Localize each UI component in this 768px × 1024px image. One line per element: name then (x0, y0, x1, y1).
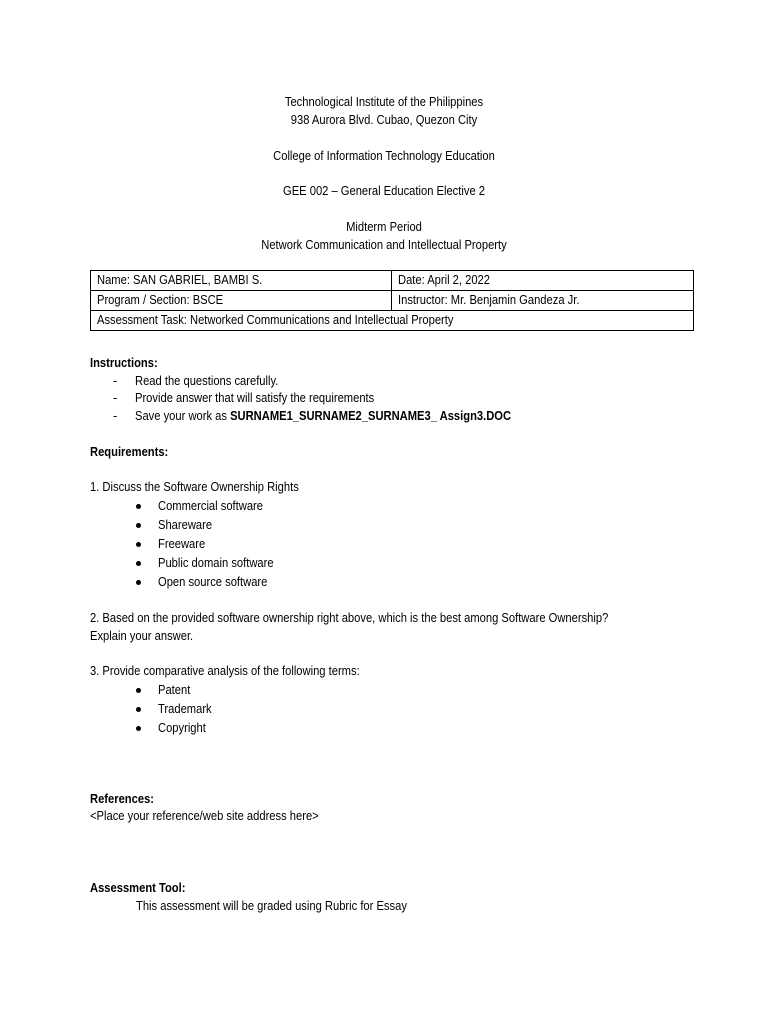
assessment-task: Assessment Task: Networked Communications and Intellectual Property (97, 312, 454, 327)
filename-format: SURNAME1_SURNAME2_SURNAME3_ Assign3.DOC (230, 408, 512, 423)
submission-date: Date: April 2, 2022 (398, 272, 490, 287)
assessment-tool-text (136, 898, 451, 914)
period-title: Midterm Period (346, 219, 422, 234)
question-2-line-1 (90, 610, 693, 626)
requirements-heading (90, 444, 181, 460)
ownership-type: Public domain software (158, 555, 274, 570)
bullet-icon (136, 707, 141, 712)
bullet-icon (136, 688, 141, 693)
question-3 (90, 663, 404, 679)
instruction-text: Read the questions carefully. (135, 373, 279, 388)
bullet-icon (136, 580, 141, 585)
instructions-heading-text: Instructions: (90, 355, 158, 370)
instructor-cell (392, 291, 694, 311)
student-info-table (90, 270, 694, 331)
question-2-text-continued: Explain your answer. (90, 628, 194, 643)
institute-address: 938 Aurora Blvd. Cubao, Quezon City (290, 112, 478, 127)
dash-marker: - (113, 390, 118, 405)
bullet-icon (136, 726, 141, 731)
ownership-type: Freeware (158, 536, 206, 551)
assessment-tool-description: This assessment will be graded using Rubric for Essay (136, 898, 407, 913)
ip-term: Patent (158, 682, 191, 697)
ownership-type: Commercial software (158, 498, 264, 513)
bullet-icon (136, 523, 141, 528)
references-heading (90, 791, 164, 807)
instructions-heading (90, 355, 169, 371)
dash-marker: - (113, 373, 118, 388)
table-row (91, 311, 694, 331)
ip-term: Trademark (158, 701, 212, 716)
assessment-tool-heading (90, 880, 201, 896)
assessment-tool-heading-text: Assessment Tool: (90, 880, 186, 895)
references-heading-text: References: (90, 791, 155, 806)
bullet-icon (136, 504, 141, 509)
bullet-icon (136, 542, 141, 547)
ownership-type: Open source software (158, 574, 268, 589)
course-title: GEE 002 – General Education Elective 2 (283, 183, 485, 198)
date-cell (392, 271, 694, 291)
question-1-text: 1. Discuss the Software Ownership Rights (90, 479, 299, 494)
question-2-text: 2. Based on the provided software ownership right above, which is the best among Software Ownership? (90, 610, 609, 625)
references-placeholder-text: <Place your reference/web site address here> (90, 808, 319, 823)
question-1 (90, 479, 333, 495)
references-placeholder (90, 808, 356, 824)
question-3-text: 3. Provide comparative analysis of the following terms: (90, 663, 360, 678)
college-name: College of Information Technology Education (273, 148, 495, 163)
student-name: Name: SAN GABRIEL, BAMBI S. (97, 272, 263, 287)
requirements-heading-text: Requirements: (90, 444, 169, 459)
program-cell (91, 291, 392, 311)
instructor-name: Instructor: Mr. Benjamin Gandeza Jr. (398, 292, 580, 307)
name-cell (91, 271, 392, 291)
question-2-line-2 (90, 628, 210, 644)
dash-marker: - (113, 408, 118, 423)
instruction-text (135, 408, 511, 424)
ownership-type: Shareware (158, 517, 213, 532)
bullet-icon (136, 561, 141, 566)
table-row (91, 271, 694, 291)
ip-term: Copyright (158, 720, 206, 735)
institute-name: Technological Institute of the Philippines (284, 94, 484, 109)
topic-title: Network Communication and Intellectual Property (261, 237, 507, 252)
instruction-text: Provide answer that will satisfy the requirements (135, 390, 375, 405)
table-row (91, 291, 694, 311)
program-section: Program / Section: BSCE (97, 292, 224, 307)
assessment-task-cell (91, 311, 694, 331)
save-instruction: Save your work as (135, 408, 231, 423)
